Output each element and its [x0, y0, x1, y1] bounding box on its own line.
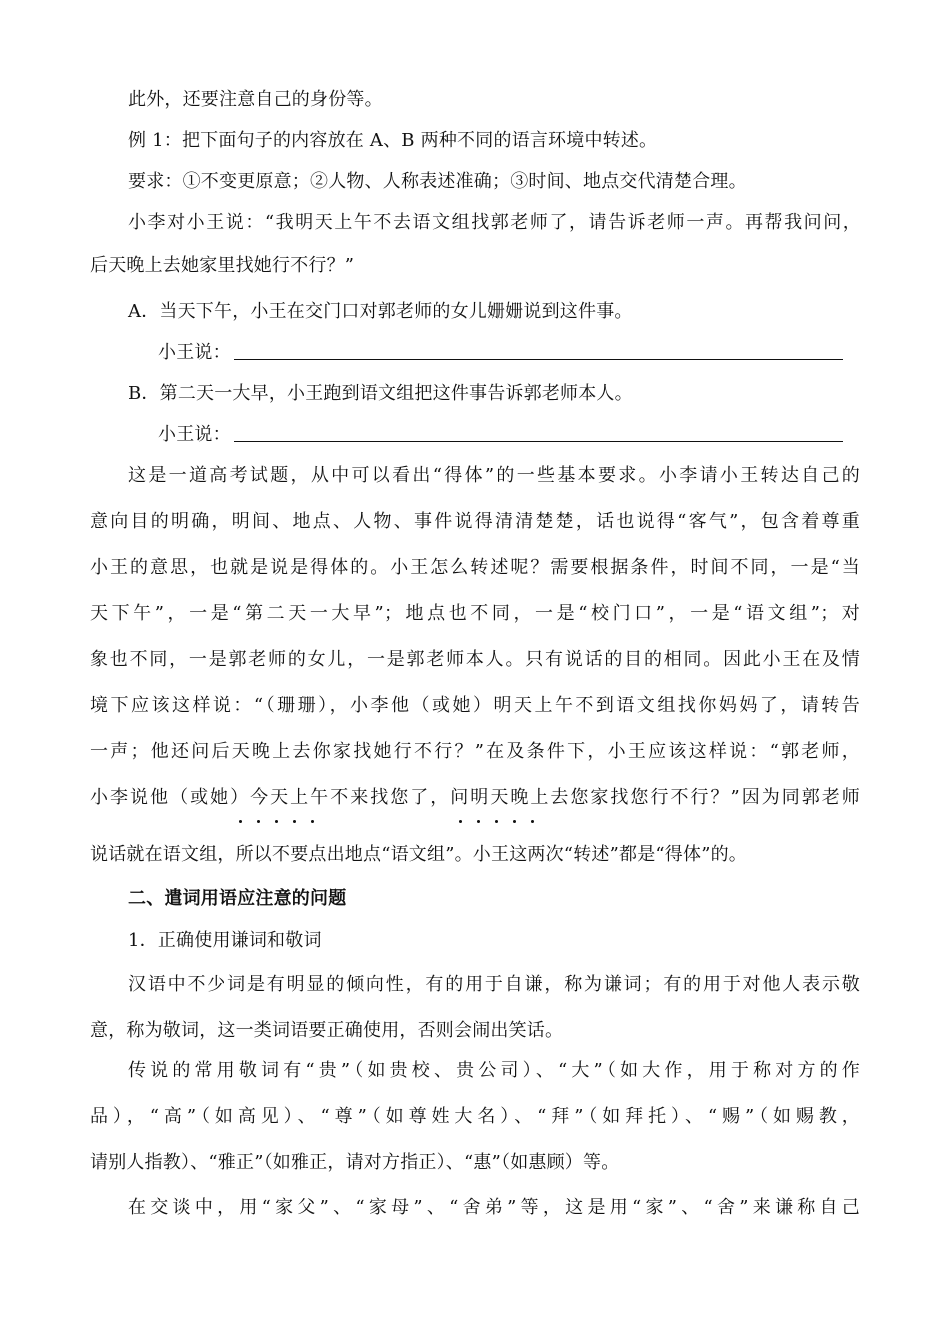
option-a-line: A．当天下午，小王在交门口对郭老师的女儿姗姗说到这件事。: [128, 301, 633, 322]
analysis-line: 小王的意思，也就是说是得体的。小王怎么转述呢？需要根据条件，时间不同，一是“当: [90, 557, 860, 578]
analysis-line: 小李说他（或她）今天上午不来找您了，问明天晚上去您家找您行不行？”因为同郭老师: [90, 787, 860, 808]
analysis-line: 意向目的明确，明间、地点、人物、事件说得清清楚楚，话也说得“客气”，包含着尊重: [90, 511, 860, 532]
paragraph-line: 在交谈中，用“家父”、“家母”、“舍弟”等，这是用“家”、“舍”来谦称自己: [128, 1197, 860, 1218]
example-heading: 例 1：把下面句子的内容放在 A、B 两种不同的语言环境中转述。: [128, 130, 658, 151]
analysis-line: 一声；他还问后天晚上去你家找她行不行？”在及条件下，小王应该这样说：“郭老师，: [90, 741, 860, 762]
analysis-line: 说话就在语文组，所以不要点出地点“语文组”。小王这两次“转述”都是“得体”的。: [90, 844, 748, 865]
paragraph-line: 品），“高”（如高见）、“尊”（如尊姓大名）、“拜”（如拜托）、“赐”（如赐教，: [90, 1106, 860, 1127]
paragraph-line: 后天晚上去她家里找她行不行？”: [90, 255, 355, 276]
paragraph-line: 传说的常用敬词有“贵”（如贵校、贵公司）、“大”（如大作，用于称对方的作: [128, 1060, 860, 1081]
answer-blank-a[interactable]: [234, 359, 843, 360]
analysis-line: 天下午”，一是“第二天一大早”；地点也不同，一是“校门口”，一是“语文组”；对: [90, 603, 860, 624]
option-b-line: B．第二天一大早，小王跑到语文组把这件事告诉郭老师本人。: [128, 383, 633, 404]
emphasis-dot: [311, 820, 314, 823]
analysis-line: 象也不同，一是郭老师的女儿，一是郭老师本人。只有说话的目的相同。因此小王在及情: [90, 649, 860, 670]
paragraph-line: 此外，还要注意自己的身份等。: [128, 89, 383, 110]
answer-prompt-b: 小王说：: [158, 424, 231, 445]
section-heading: 二、遣词用语应注意的问题: [128, 888, 347, 909]
emphasis-dot: [275, 820, 278, 823]
paragraph-line: 意，称为敬词，这一类词语要正确使用，否则会闹出笑话。: [90, 1020, 564, 1041]
emphasis-dot: [239, 820, 242, 823]
emphasis-dot: [459, 820, 462, 823]
emphasis-dot: [531, 820, 534, 823]
answer-prompt-a: 小王说：: [158, 342, 231, 363]
subsection-heading: 1．正确使用谦词和敬词: [128, 930, 322, 951]
paragraph-line: 请别人指教）、“雅正”（如雅正，请对方指正）、“惠”（如惠顾）等。: [90, 1152, 620, 1173]
emphasis-dot: [495, 820, 498, 823]
emphasis-dot: [513, 820, 516, 823]
paragraph-line: 小李对小王说：“我明天上午不去语文组找郭老师了，请告诉老师一声。再帮我问问，: [128, 212, 861, 233]
emphasis-dot: [477, 820, 480, 823]
answer-blank-b[interactable]: [234, 441, 843, 442]
emphasis-dot: [257, 820, 260, 823]
analysis-line: 这是一道高考试题，从中可以看出“得体”的一些基本要求。小李请小王转达自己的: [128, 465, 860, 486]
emphasis-dot: [293, 820, 296, 823]
requirements-line: 要求：①不变更原意；②人物、人称表述准确；③时间、地点交代清楚合理。: [128, 171, 747, 192]
paragraph-line: 汉语中不少词是有明显的倾向性，有的用于自谦，称为谦词；有的用于对他人表示敬: [128, 974, 860, 995]
analysis-line: 境下应该这样说：“（珊珊），小李他（或她）明天上午不到语文组找你妈妈了，请转告: [90, 695, 860, 716]
